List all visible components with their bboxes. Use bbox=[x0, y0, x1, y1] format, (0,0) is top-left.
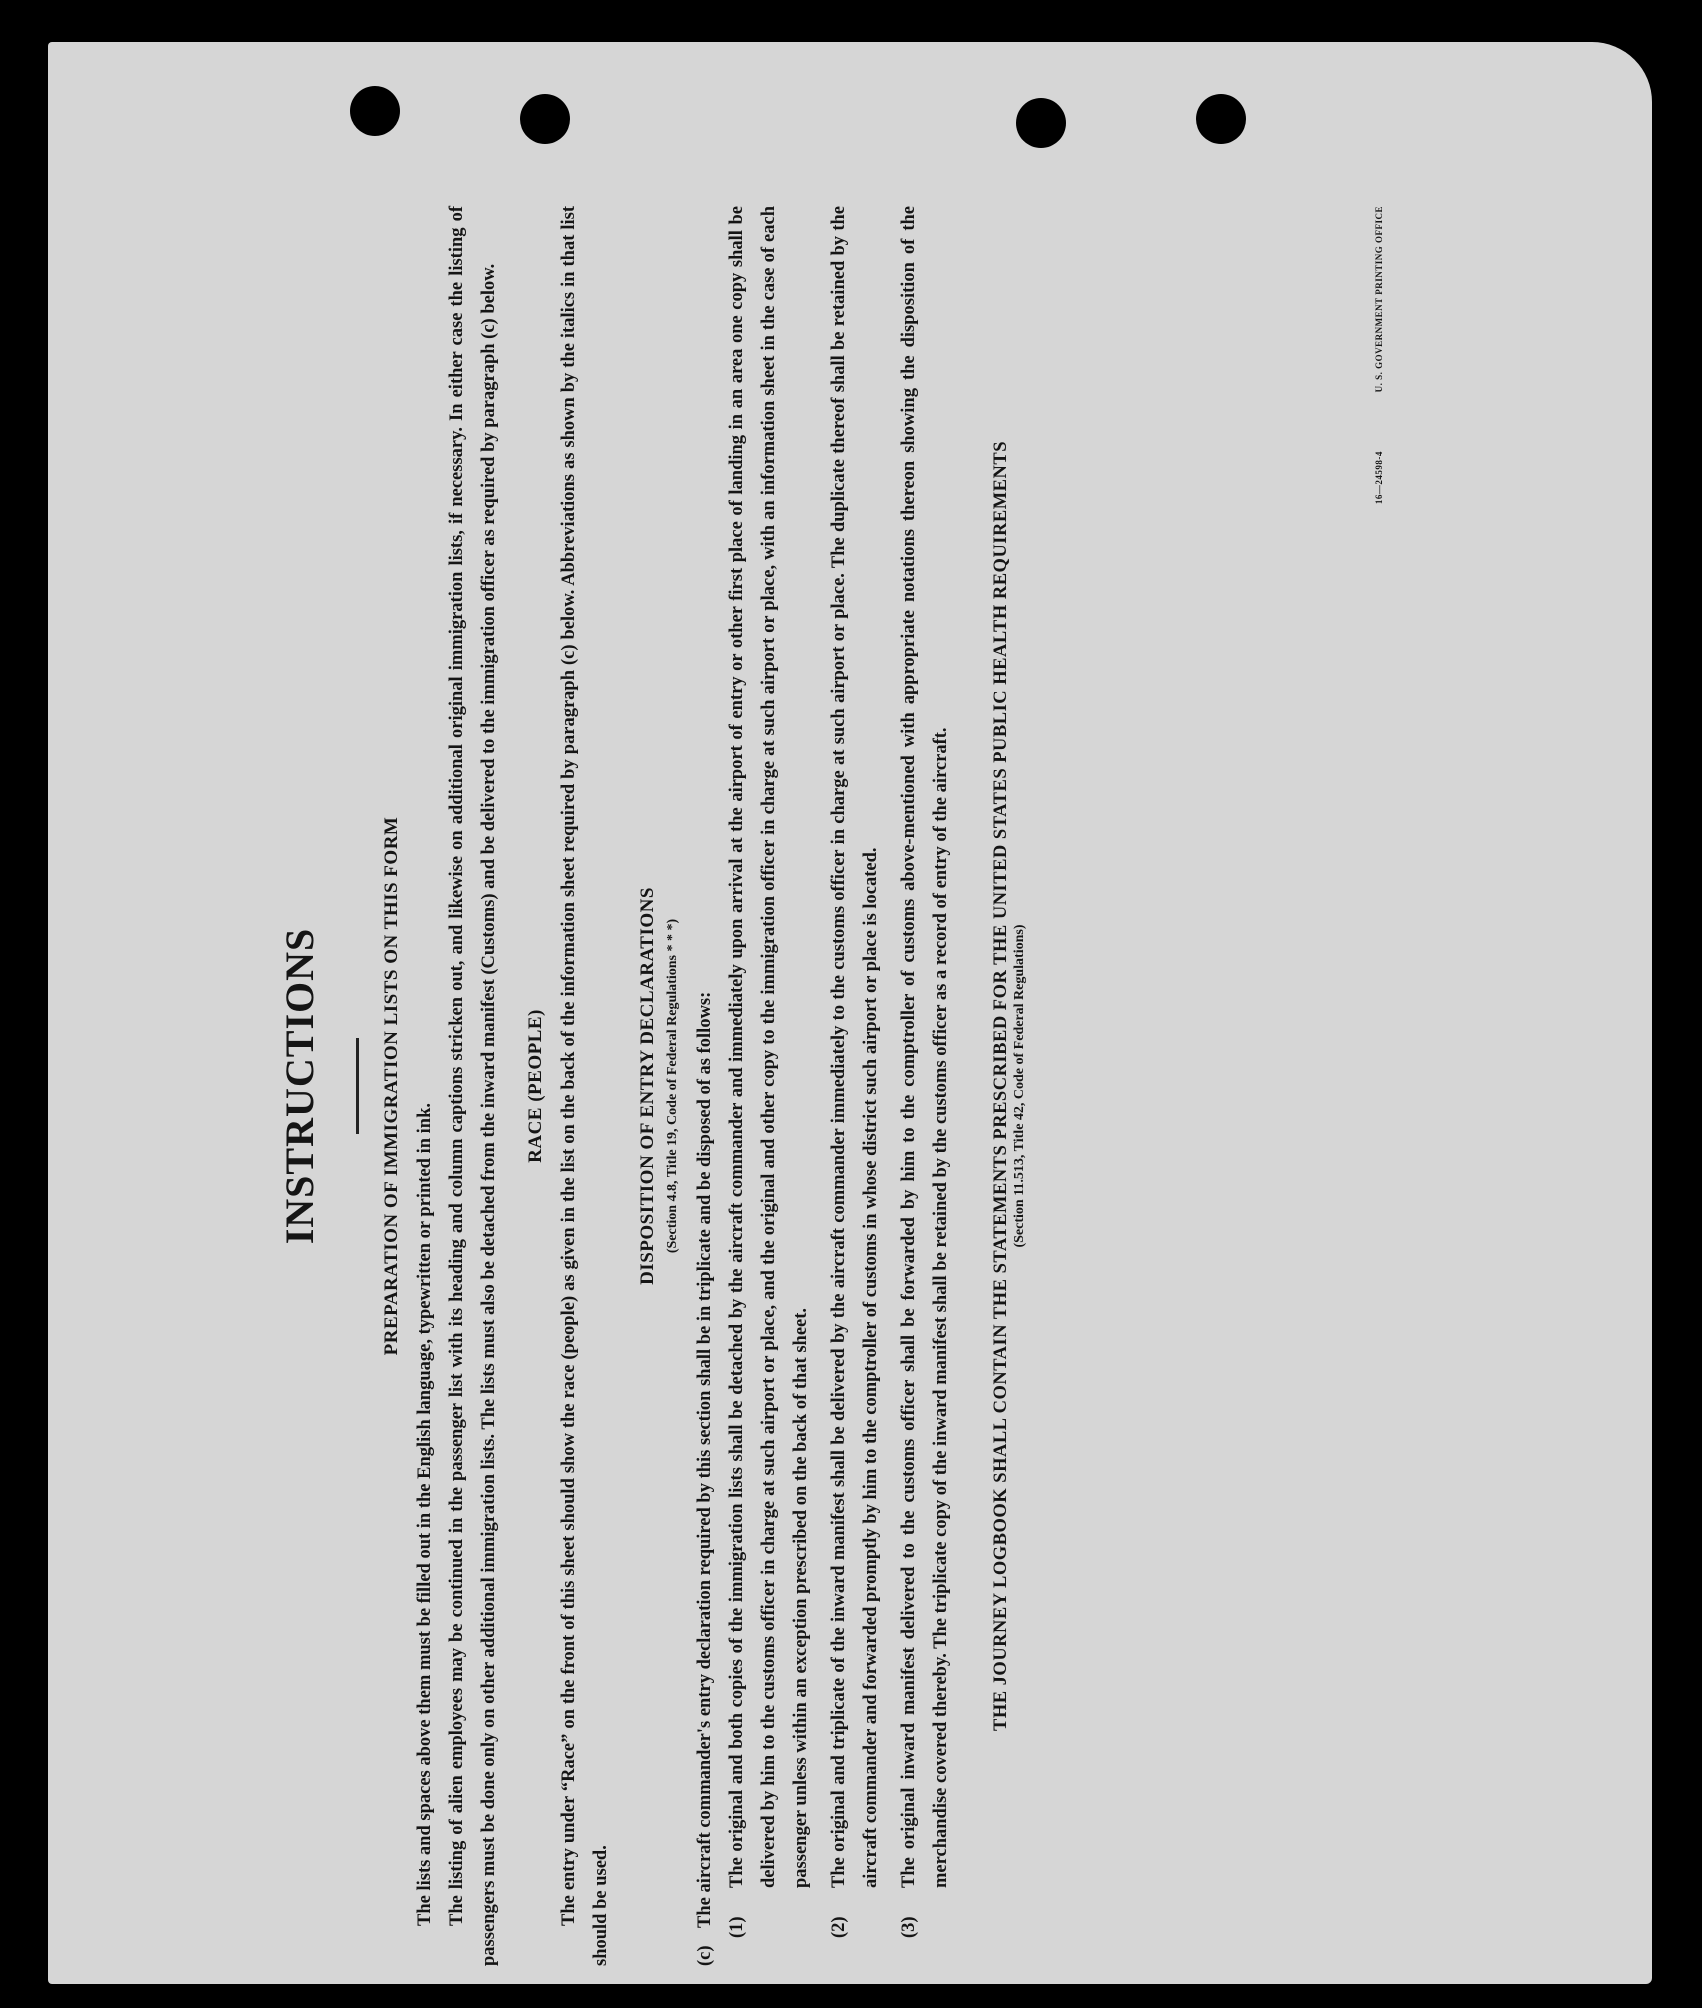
item-text: The original inward manifest delivered to the customs officer shall be forwarded by him to the comptroller of customs above-mentioned with appropriate notations thereon showing the disposition of the merchandise covered thereby. The triplicate copy of the inward manifest shall be retained by the customs officer as a record of entry of the aircraft. bbox=[899, 206, 951, 1888]
item-text: The original and triplicate of the inward manifest shall be delivered by the aircraft commander immediately to the customs officer in charge at such airport or place. The duplicate thereof shall be retained by the aircraft commander and forwarded promptly by him to the comptroller of customs in whose district such airport or place is located. bbox=[829, 206, 881, 1888]
printer-credit: U. S. GOVERNMENT PRINTING OFFICE bbox=[1374, 206, 1384, 393]
list-item bbox=[893, 206, 957, 1938]
paragraph: The aircraft commander's entry declaration required by this section shall be in triplicate and be disposed of as follows: bbox=[695, 991, 715, 1928]
item-number: (3) bbox=[899, 1916, 919, 1938]
list-item bbox=[721, 206, 817, 1938]
print-footer bbox=[1370, 206, 1388, 1966]
title-divider bbox=[356, 1038, 359, 1134]
item-text: The original and both copies of the immigration lists shall be detached by the aircraft commander and immediately upon arrival at the airport of entry or other first place of landing in an area one copy shall be delivered by him to the customs officer in charge at such airport or place, and the original and other copy to the immigration officer in charge at such airport or place, with an information sheet in the case of each passenger unless within an exception prescribed on the back of that sheet. bbox=[727, 206, 811, 1888]
paragraph: The entry under “Race” on the front of this sheet should show the race (people) as given in the list on the back of the information sheet required by paragraph (c) below. Abbreviations as shown by the italics in that list should be used. bbox=[559, 206, 611, 1966]
paragraph: The lists and spaces above them must be filled out in the English language, typewritten or printed in ink. bbox=[415, 1103, 435, 1926]
section-heading-disposition: DISPOSITION OF ENTRY DECLARATIONS bbox=[637, 887, 658, 1285]
paragraph: The listing of alien employees may be continued in the passenger list with its heading and column captions stricken out, and likewise on additional original immigration lists, if necessary. In either case the listing of passengers must be done only on other additional immigration lists. The lists must also be detached from the inward manifest (Customs) and be delivered to the immigration officer as required by paragraph (c) below. bbox=[447, 206, 499, 1966]
paragraph-c bbox=[689, 206, 721, 1966]
item-number: (2) bbox=[829, 1916, 849, 1938]
punch-hole-2 bbox=[520, 94, 570, 144]
punch-hole-4 bbox=[1196, 94, 1246, 144]
punch-hole-1 bbox=[350, 86, 400, 136]
item-number: (1) bbox=[727, 1916, 747, 1938]
section-citation: (Section 4.8, Title 19, Code of Federal Regulations * * *) bbox=[665, 918, 680, 1254]
list-item bbox=[823, 206, 887, 1938]
form-number: 16—24598-4 bbox=[1374, 451, 1384, 505]
page-title: INSTRUCTIONS bbox=[277, 927, 322, 1245]
final-citation: (Section 11.513, Title 42, Code of Federal Regulations) bbox=[1012, 924, 1027, 1248]
final-statement: THE JOURNEY LOGBOOK SHALL CONTAIN THE STATEMENTS PRESCRIBED FOR THE UNITED STATES PUBLIC HEALTH REQUIREMENTS bbox=[991, 441, 1011, 1732]
document-sheet bbox=[48, 42, 1652, 1984]
instructions-page bbox=[248, 206, 1388, 1966]
section-heading-preparation: PREPARATION OF IMMIGRATION LISTS ON THIS FORM bbox=[381, 816, 402, 1356]
section-heading-race: RACE (PEOPLE) bbox=[525, 1009, 546, 1163]
item-number: (c) bbox=[695, 1945, 715, 1966]
punch-hole-3 bbox=[1016, 98, 1066, 148]
